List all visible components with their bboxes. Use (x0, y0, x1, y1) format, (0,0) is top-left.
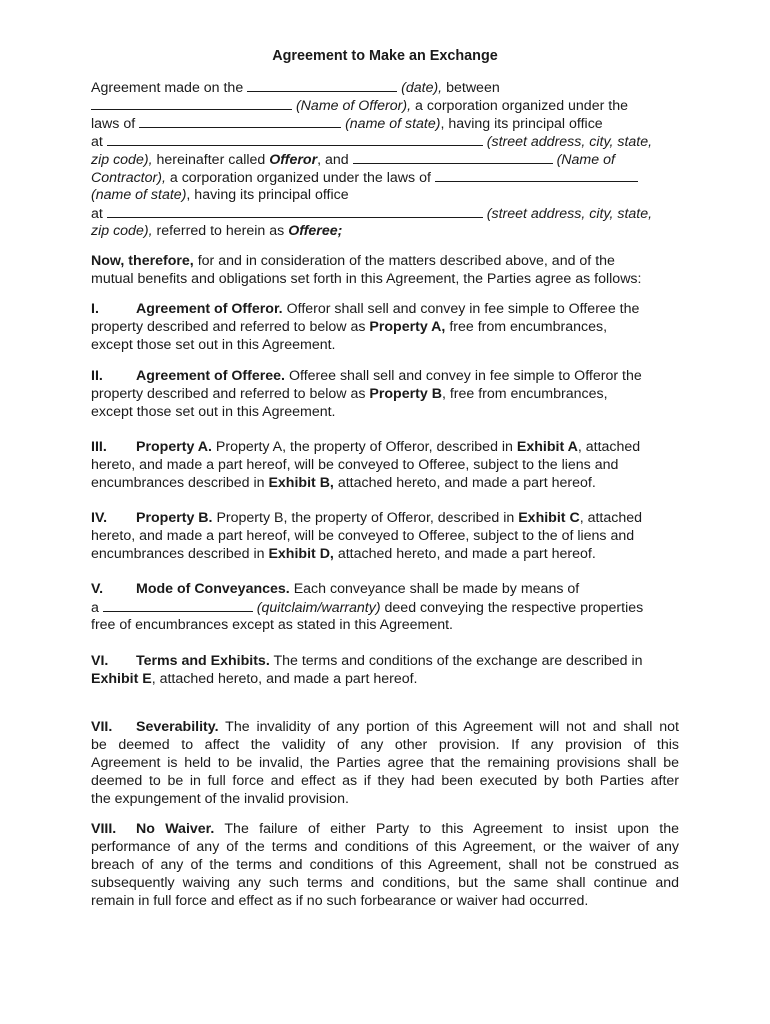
intro-line-1: Agreement made on the (date), between (91, 80, 500, 96)
section-7: VII. Severability. The invalidity of any portion of this Agreement will not and shall not be deemed to affect the validity of any other provision. If any provision of this Agreement is held to be invalid, the Parties agree that the remaining provisions shall be deemed to be in full force and effect as if they had been executed by both Parties after the expungement of the invalid provision. (91, 719, 679, 807)
contractor-state-blank[interactable] (435, 168, 638, 182)
section-4: IV. Property B. Property B, the property of Offeror, described in Exhibit C, attached hereto, and made a part hereof, will be conveyed to Offeree, subject to the of liens and encumbrances described in Exhibit D, attached hereto, and made a part hereof. (91, 510, 643, 562)
intro-line-3: laws of (name of state), having its principal office (91, 116, 603, 132)
section-heading: Agreement of Offeree. (136, 368, 286, 384)
contractor-name-blank[interactable] (353, 150, 553, 164)
section-heading: Property B. (136, 510, 213, 526)
section-heading: Agreement of Offeror. (136, 301, 283, 317)
intro-line-4: at (street address, city, state, (91, 134, 653, 150)
section-3: III. Property A. Property A, the property of Offeror, described in Exhibit A, attached hereto, and made a part hereof, will be conveyed to Offeree, subject to the liens and encumbrances described in Exhibit B, attached hereto, and made a part hereof. (91, 439, 641, 491)
recital-paragraph: Now, therefore, for and in consideration of the matters described above, and of the mutual benefits and obligations set forth in this Agreement, the Parties agree as follows: (91, 253, 642, 287)
date-blank[interactable] (247, 78, 397, 92)
intro-line-8: at (street address, city, state, (91, 206, 653, 222)
section-5: V. Mode of Conveyances. Each conveyance shall be made by means of a (quitclaim/warranty) deed conveying the respective properties free of encumbrances except as stated in this Agreement. (91, 581, 644, 633)
intro-line-5: zip code), hereinafter called Offeror, and (Name of (91, 152, 615, 168)
section-heading: Terms and Exhibits. (136, 653, 270, 669)
intro-line-2: (Name of Offeror), a corporation organized under the (91, 96, 679, 114)
section-1: I. Agreement of Offeror. Offeror shall sell and convey in fee simple to Offeree the property described and referred to below as Property A, free from encumbrances, except those set out in this Agreement. (91, 301, 640, 353)
offeror-address-blank[interactable] (107, 132, 483, 146)
section-heading: No Waiver. (136, 821, 215, 837)
intro-line-7: (name of state), having its principal office (91, 187, 349, 203)
document-title: Agreement to Make an Exchange (272, 48, 498, 64)
section-heading: Severability. (136, 719, 219, 735)
intro-line-6: Contractor), a corporation organized under the laws of (91, 168, 679, 186)
intro-line-9: zip code), referred to herein as Offeree; (91, 223, 343, 239)
parties-paragraph (91, 78, 679, 240)
section-2: II. Agreement of Offeree. Offeree shall sell and convey in fee simple to Offeror the property described and referred to below as Property B, free from encumbrances, except those set out in this Agreement. (91, 368, 642, 420)
section-heading: Mode of Conveyances. (136, 581, 290, 597)
offeror-name-blank[interactable] (91, 96, 292, 110)
section-heading: Property A. (136, 439, 212, 455)
deed-type-blank[interactable] (103, 598, 253, 612)
contractor-address-blank[interactable] (107, 204, 483, 218)
offeror-state-blank[interactable] (139, 114, 341, 128)
section-6: VI. Terms and Exhibits. The terms and conditions of the exchange are described in Exhibit E, attached hereto, and made a part hereof. (91, 653, 643, 687)
section-8: VIII. No Waiver. The failure of either Party to this Agreement to insist upon the performance of any of the terms and conditions of this Agreement, or the waiver of any breach of any of the terms and conditions of this Agreement, shall not be construed as subsequently waiving any such terms and conditions, but the same shall continue and remain in full force and effect as if no such forbearance or waiver had occurred. (91, 821, 679, 909)
